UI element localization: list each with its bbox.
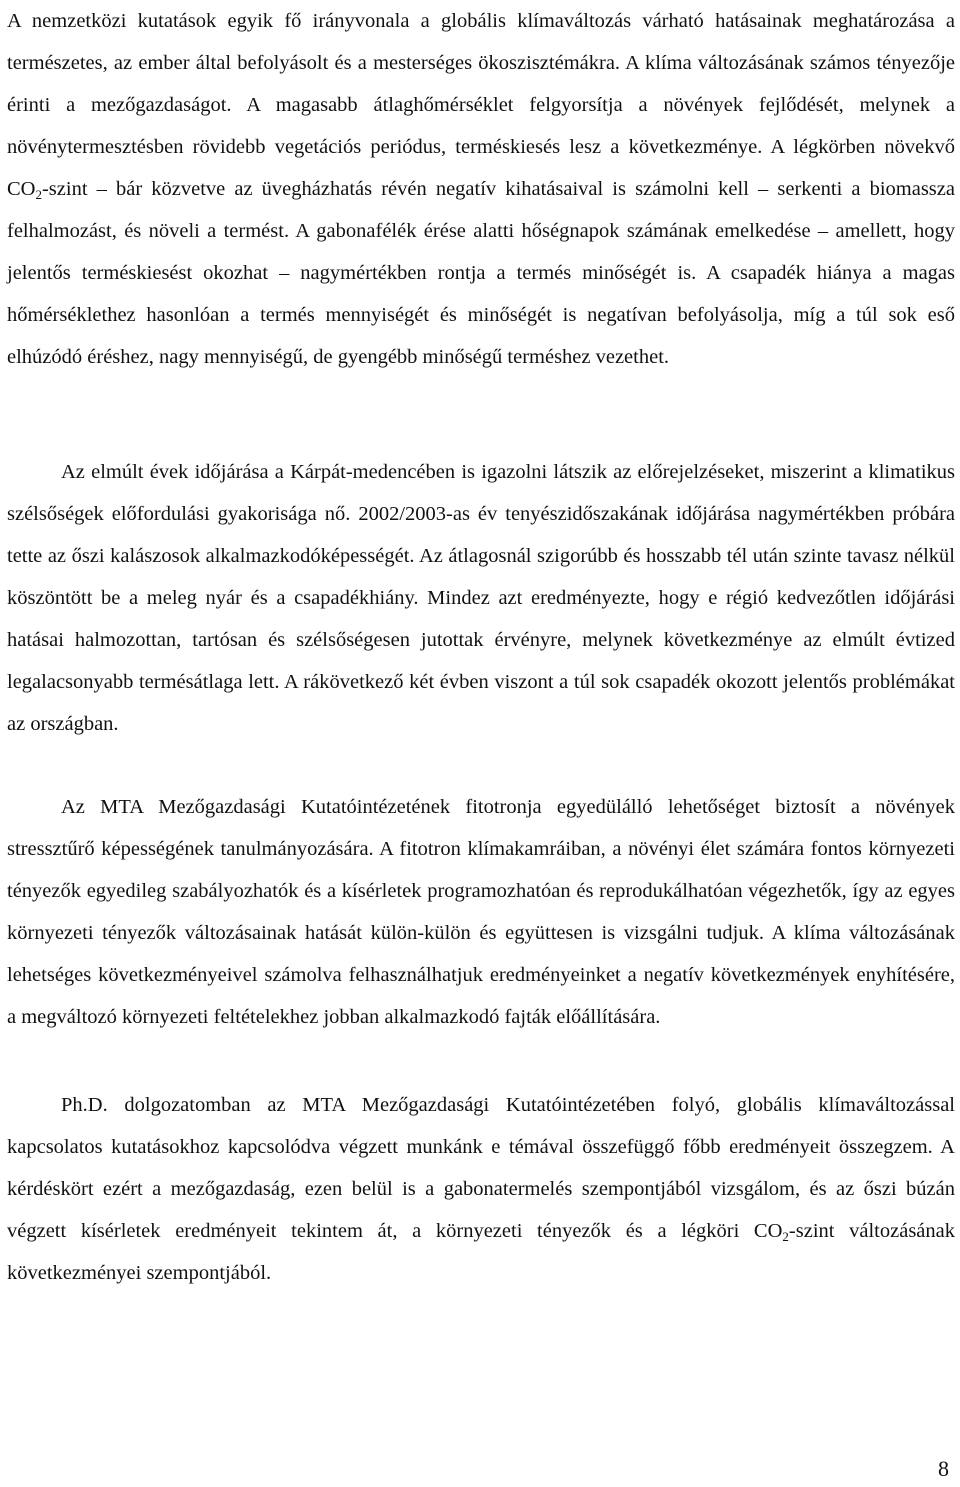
paragraph-carpathian-weather [7,451,955,745]
paragraph-3-text: Az MTA Mezőgazdasági Kutatóintézetének fitotronja egyedülálló lehetőséget biztosít a növények stressztűrő képességének tanulmányozására. A fitotron klímakamráiban, a növényi élet számára fontos környezeti tényezők egyedileg szabályozhatók és a kísérletek programozhatóan és reprodukálhatóan végezhetők, így az egyes környezeti tényezők változásainak hatását külön-külön és együttesen is vizsgálni tudjuk. A klíma változásának lehetséges következményeivel számolva felhasználhatjuk eredményeinket a negatív következmények enyhítésére, a megváltozó környezeti feltételekhez jobban alkalmazkodó fajták előállítására. [7,796,955,1028]
page-number: 8 [938,1456,949,1481]
paragraph-4-text-end: -szint változásának következményei szempontjából. [7,1220,955,1284]
co2-subscript: 2 [782,1229,789,1244]
paragraph-4-text-start: Ph.D. dolgozatomban az MTA Mezőgazdasági Kutatóintézetében folyó, globális klímaváltozással kapcsolatos kutatásokhoz kapcsolódva végzett munkánk e témával összefüggő főbb eredményeit összegzem. A kérdéskört ezért a mezőgazdaság, ezen belül is a gabonatermelés szempontjából vizsgálom, és az őszi búzán végzett kísérletek eredményeit tekintem át, a környezeti tényezők és a légköri CO [7,1094,955,1242]
paragraph-climate-research [7,0,955,378]
paragraph-2-text: Az elmúlt évek időjárása a Kárpát-medencében is igazolni látszik az előrejelzéseket, miszerint a klimatikus szélsőségek előfordulási gyakorisága nő. 2002/2003-as év tenyészidőszakának időjárása nagymértékben próbára tette az őszi kalászosok alkalmazkodóképességét. Az átlagosnál szigorúbb és hosszabb tél után szinte tavasz nélkül köszöntött be a meleg nyár és a csapadékhiány. Mindez azt eredményezte, hogy e régió kedvezőtlen időjárási hatásai halmozottan, tartósan és szélsőségesen jutottak érvényre, melynek következménye az elmúlt évtized legalacsonyabb termésátlaga lett. A rákövetkező két évben viszont a túl sok csapadék okozott jelentős problémákat az országban. [7,461,955,735]
paragraph-1-text-end: -szint – bár közvetve az üvegházhatás révén negatív kihatásaival is számolni kell – serkenti a biomassza felhalmozást, és növeli a termést. A gabonafélék érése alatti hőségnapok számának emelkedése – amellett, hogy jelentős terméskiesést okozhat – nagymértékben rontja a termés minőségét is. A csapadék hiánya a magas hőmérséklethez hasonlóan a termés mennyiségét és minőségét is negatívan befolyásolja, míg a túl sok eső elhúzódó éréshez, nagy mennyiségű, de gyengébb minőségű terméshez vezethet. [7,178,955,368]
co2-subscript: 2 [35,187,42,202]
paragraph-phd-summary [7,1084,955,1294]
paragraph-1-text-start: A nemzetközi kutatások egyik fő irányvonala a globális klímaváltozás várható hatásainak meghatározása a természetes, az ember által befolyásolt és a mesterséges ökoszisztémákra. A klíma változásának számos tényezője érinti a mezőgazdaságot. A magasabb átlaghőmérséklet felgyorsítja a növények fejlődését, melynek a növénytermesztésben rövidebb vegetációs periódus, terméskiesés lesz a következménye. A légkörben növekvő CO [7,10,955,200]
paragraph-phytotron [7,786,955,1038]
